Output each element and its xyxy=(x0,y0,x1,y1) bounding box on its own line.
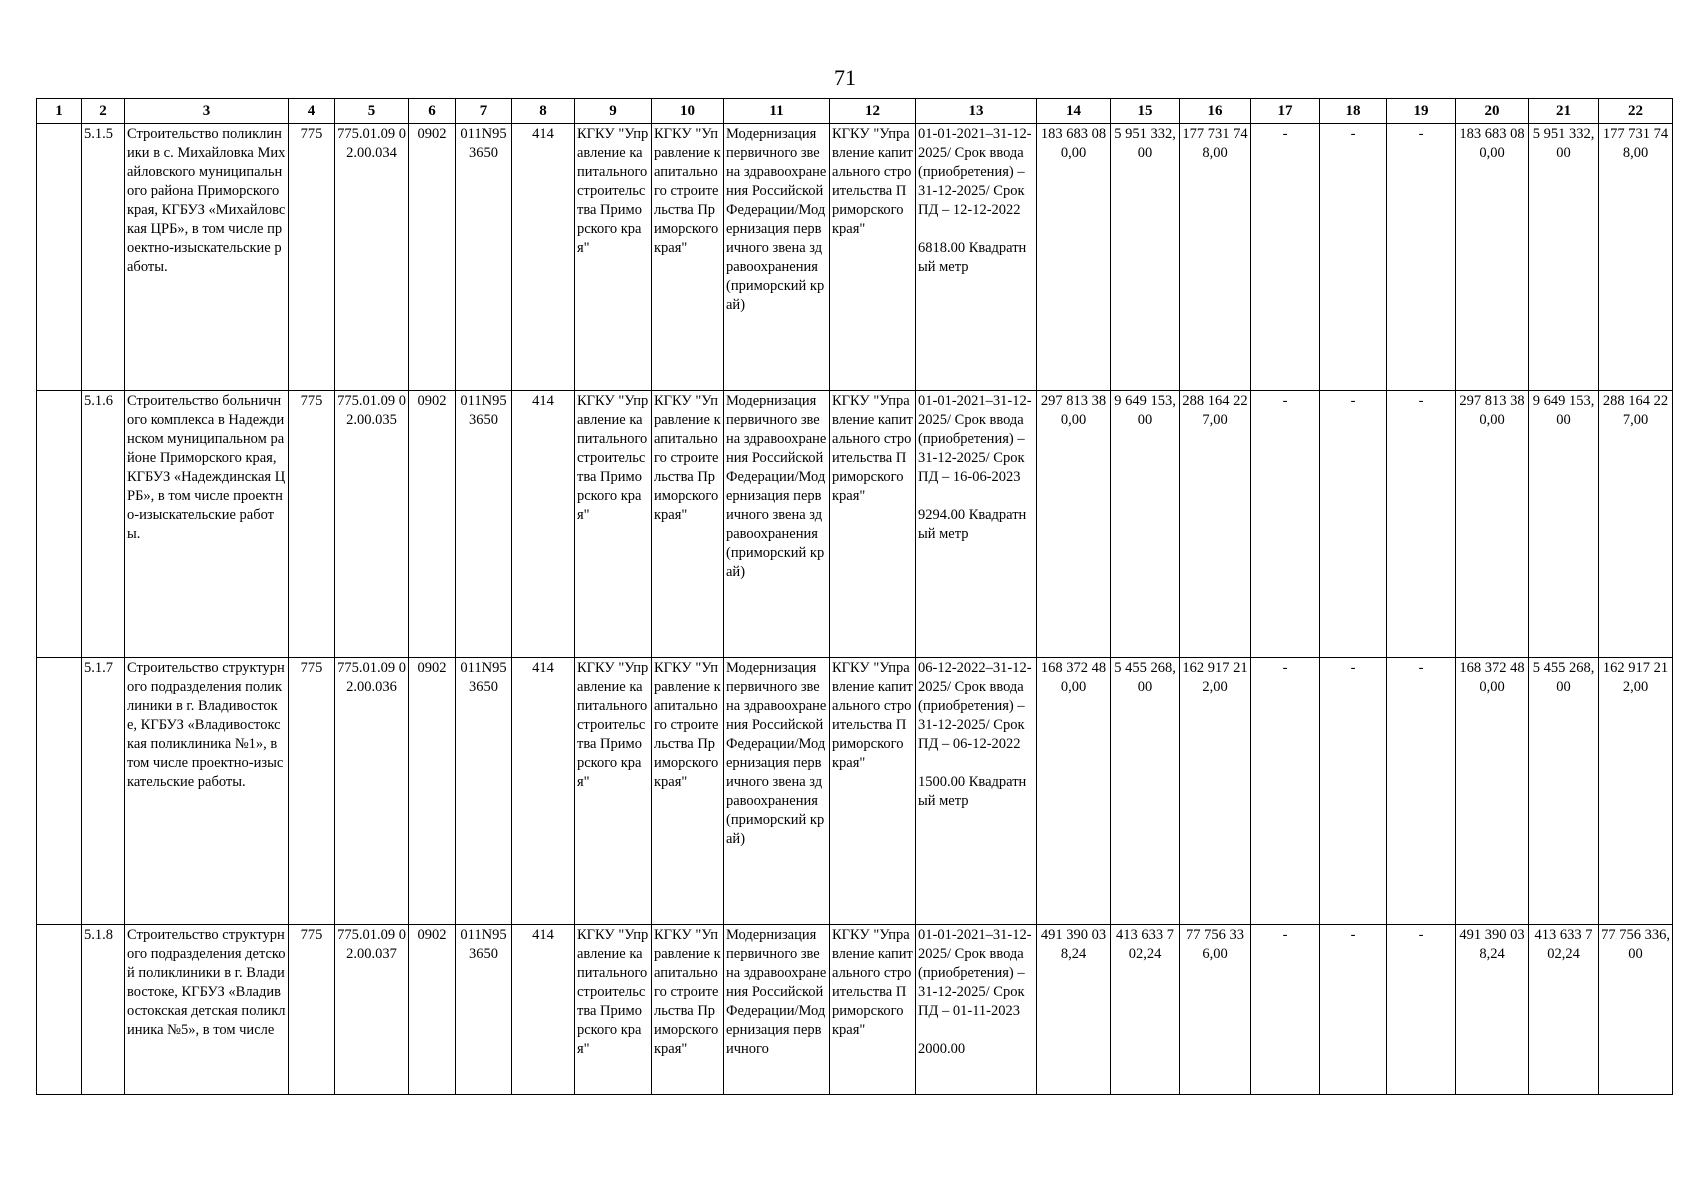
column-header: 1 xyxy=(37,99,82,124)
cell-col1 xyxy=(37,925,82,1095)
column-header: 12 xyxy=(830,99,916,124)
column-header: 20 xyxy=(1456,99,1529,124)
cell-object-name: Строительство больничного комплекса в Надеждинском муниципальном районе Приморского края, КГБУЗ «Надеждинская ЦРБ», в том числе проектно-изыскательские работы. xyxy=(125,391,289,658)
column-header: 18 xyxy=(1320,99,1387,124)
cell-col22: 288 164 227,00 xyxy=(1599,391,1673,658)
cell-item-number: 5.1.7 xyxy=(82,658,125,925)
cell-col1 xyxy=(37,124,82,391)
cell-col16: 77 756 336,00 xyxy=(1180,925,1251,1095)
cell-col19: - xyxy=(1387,391,1456,658)
cell-col16: 288 164 227,00 xyxy=(1180,391,1251,658)
cell-col6: 0902 xyxy=(409,925,456,1095)
cell-col17: - xyxy=(1251,391,1320,658)
column-header: 19 xyxy=(1387,99,1456,124)
cell-col21: 5 951 332,00 xyxy=(1529,124,1599,391)
cell-col21: 5 455 268,00 xyxy=(1529,658,1599,925)
cell-col18: - xyxy=(1320,925,1387,1095)
table-row xyxy=(37,391,1673,658)
column-header: 17 xyxy=(1251,99,1320,124)
cell-col4: 775 xyxy=(289,391,335,658)
cell-col7: 011N95 3650 xyxy=(456,391,512,658)
cell-col10: КГКУ "Управление капитального строительства Приморского края" xyxy=(652,925,724,1095)
cell-col11: Модернизация первичного звена здравоохранения Российской Федерации/Модернизация первичного xyxy=(724,925,830,1095)
cell-col12: КГКУ "Управление капитального строительства Приморского края" xyxy=(830,658,916,925)
cell-col16: 177 731 748,00 xyxy=(1180,124,1251,391)
column-header: 7 xyxy=(456,99,512,124)
cell-col20: 183 683 080,00 xyxy=(1456,124,1529,391)
column-header: 15 xyxy=(1111,99,1180,124)
cell-col7: 011N95 3650 xyxy=(456,925,512,1095)
cell-object-name: Строительство поликлиники в с. Михайловка Михайловского муниципального района Приморского края, КГБУЗ «Михайловская ЦРБ», в том числе проектно-изыскательские работы. xyxy=(125,124,289,391)
cell-col10: КГКУ "Управление капитального строительства Приморского края" xyxy=(652,391,724,658)
cell-col18: - xyxy=(1320,391,1387,658)
cell-item-number: 5.1.5 xyxy=(82,124,125,391)
cell-col14: 183 683 080,00 xyxy=(1037,124,1111,391)
cell-col21: 9 649 153,00 xyxy=(1529,391,1599,658)
cell-col19: - xyxy=(1387,925,1456,1095)
cell-col21: 413 633 702,24 xyxy=(1529,925,1599,1095)
cell-col22: 77 756 336,00 xyxy=(1599,925,1673,1095)
cell-col4: 775 xyxy=(289,124,335,391)
cell-col4: 775 xyxy=(289,925,335,1095)
cell-col15: 5 951 332,00 xyxy=(1111,124,1180,391)
cell-col9: КГКУ "Управление капитального строительства Приморского края" xyxy=(575,391,652,658)
column-header: 16 xyxy=(1180,99,1251,124)
column-header: 13 xyxy=(916,99,1037,124)
cell-col14: 297 813 380,00 xyxy=(1037,391,1111,658)
cell-col12: КГКУ "Управление капитального строительства Приморского края" xyxy=(830,391,916,658)
cell-col5: 775.01.09 02.00.037 xyxy=(335,925,409,1095)
cell-col7: 011N95 3650 xyxy=(456,124,512,391)
cell-col22: 162 917 212,00 xyxy=(1599,658,1673,925)
cell-object-name: Строительство структурного подразделения поликлиники в г. Владивостоке, КГБУЗ «Владивостокская поликлиника №1», в том числе проектно-изыскательские работы. xyxy=(125,658,289,925)
cell-col19: - xyxy=(1387,124,1456,391)
cell-col17: - xyxy=(1251,124,1320,391)
cell-col11: Модернизация первичного звена здравоохранения Российской Федерации/Модернизация первичного звена здравоохранения (приморский край) xyxy=(724,391,830,658)
cell-col20: 297 813 380,00 xyxy=(1456,391,1529,658)
cell-col12: КГКУ "Управление капитального строительства Приморского края" xyxy=(830,925,916,1095)
cell-col13: 01-01-2021–31-12-2025/ Срок ввода (приобретения) – 31-12-2025/ Срок ПД – 01-11-2023 2000.00 xyxy=(916,925,1037,1095)
cell-col10: КГКУ "Управление капитального строительства Приморского края" xyxy=(652,658,724,925)
column-header: 3 xyxy=(125,99,289,124)
column-header: 22 xyxy=(1599,99,1673,124)
cell-col17: - xyxy=(1251,658,1320,925)
cell-col5: 775.01.09 02.00.036 xyxy=(335,658,409,925)
column-header: 11 xyxy=(724,99,830,124)
column-header: 10 xyxy=(652,99,724,124)
cell-col15: 5 455 268,00 xyxy=(1111,658,1180,925)
cell-col12: КГКУ "Управление капитального строительства Приморского края" xyxy=(830,124,916,391)
cell-col16: 162 917 212,00 xyxy=(1180,658,1251,925)
cell-col8: 414 xyxy=(512,925,575,1095)
cell-col6: 0902 xyxy=(409,391,456,658)
cell-col19: - xyxy=(1387,658,1456,925)
cell-col5: 775.01.09 02.00.035 xyxy=(335,391,409,658)
column-header: 2 xyxy=(82,99,125,124)
column-header: 14 xyxy=(1037,99,1111,124)
cell-col20: 168 372 480,00 xyxy=(1456,658,1529,925)
cell-item-number: 5.1.8 xyxy=(82,925,125,1095)
cell-col4: 775 xyxy=(289,658,335,925)
cell-col15: 413 633 702,24 xyxy=(1111,925,1180,1095)
cell-col15: 9 649 153,00 xyxy=(1111,391,1180,658)
cell-col18: - xyxy=(1320,658,1387,925)
cell-col11: Модернизация первичного звена здравоохранения Российской Федерации/Модернизация первичного звена здравоохранения (приморский край) xyxy=(724,658,830,925)
budget-table xyxy=(36,98,1673,1095)
cell-col8: 414 xyxy=(512,391,575,658)
cell-col9: КГКУ "Управление капитального строительства Приморского края" xyxy=(575,124,652,391)
column-header: 9 xyxy=(575,99,652,124)
cell-col7: 011N95 3650 xyxy=(456,658,512,925)
cell-col13: 01-01-2021–31-12-2025/ Срок ввода (приобретения) – 31-12-2025/ Срок ПД – 12-12-2022 6818.00 Квадратный метр xyxy=(916,124,1037,391)
table-row xyxy=(37,925,1673,1095)
table-row xyxy=(37,124,1673,391)
cell-col13: 01-01-2021–31-12-2025/ Срок ввода (приобретения) – 31-12-2025/ Срок ПД – 16-06-2023 9294.00 Квадратный метр xyxy=(916,391,1037,658)
cell-object-name: Строительство структурного подразделения детской поликлиники в г. Владивостоке, КГБУЗ «Владивостокская детская поликлиника №5», в том числе xyxy=(125,925,289,1095)
column-header: 21 xyxy=(1529,99,1599,124)
cell-col11: Модернизация первичного звена здравоохранения Российской Федерации/Модернизация первичного звена здравоохранения (приморский край) xyxy=(724,124,830,391)
cell-col22: 177 731 748,00 xyxy=(1599,124,1673,391)
column-header: 6 xyxy=(409,99,456,124)
cell-col17: - xyxy=(1251,925,1320,1095)
table-header-row xyxy=(37,99,1673,124)
cell-col5: 775.01.09 02.00.034 xyxy=(335,124,409,391)
cell-col6: 0902 xyxy=(409,658,456,925)
cell-col14: 491 390 038,24 xyxy=(1037,925,1111,1095)
cell-col9: КГКУ "Управление капитального строительства Приморского края" xyxy=(575,658,652,925)
cell-col9: КГКУ "Управление капитального строительства Приморского края" xyxy=(575,925,652,1095)
cell-col8: 414 xyxy=(512,124,575,391)
cell-col20: 491 390 038,24 xyxy=(1456,925,1529,1095)
cell-item-number: 5.1.6 xyxy=(82,391,125,658)
cell-col10: КГКУ "Управление капитального строительства Приморского края" xyxy=(652,124,724,391)
cell-col1 xyxy=(37,658,82,925)
column-header: 4 xyxy=(289,99,335,124)
table-row xyxy=(37,658,1673,925)
cell-col13: 06-12-2022–31-12-2025/ Срок ввода (приобретения) – 31-12-2025/ Срок ПД – 06-12-2022 1500.00 Квадратный метр xyxy=(916,658,1037,925)
cell-col14: 168 372 480,00 xyxy=(1037,658,1111,925)
column-header: 8 xyxy=(512,99,575,124)
cell-col8: 414 xyxy=(512,658,575,925)
cell-col1 xyxy=(37,391,82,658)
column-header: 5 xyxy=(335,99,409,124)
cell-col18: - xyxy=(1320,124,1387,391)
page-number: 71 xyxy=(834,65,856,90)
cell-col6: 0902 xyxy=(409,124,456,391)
